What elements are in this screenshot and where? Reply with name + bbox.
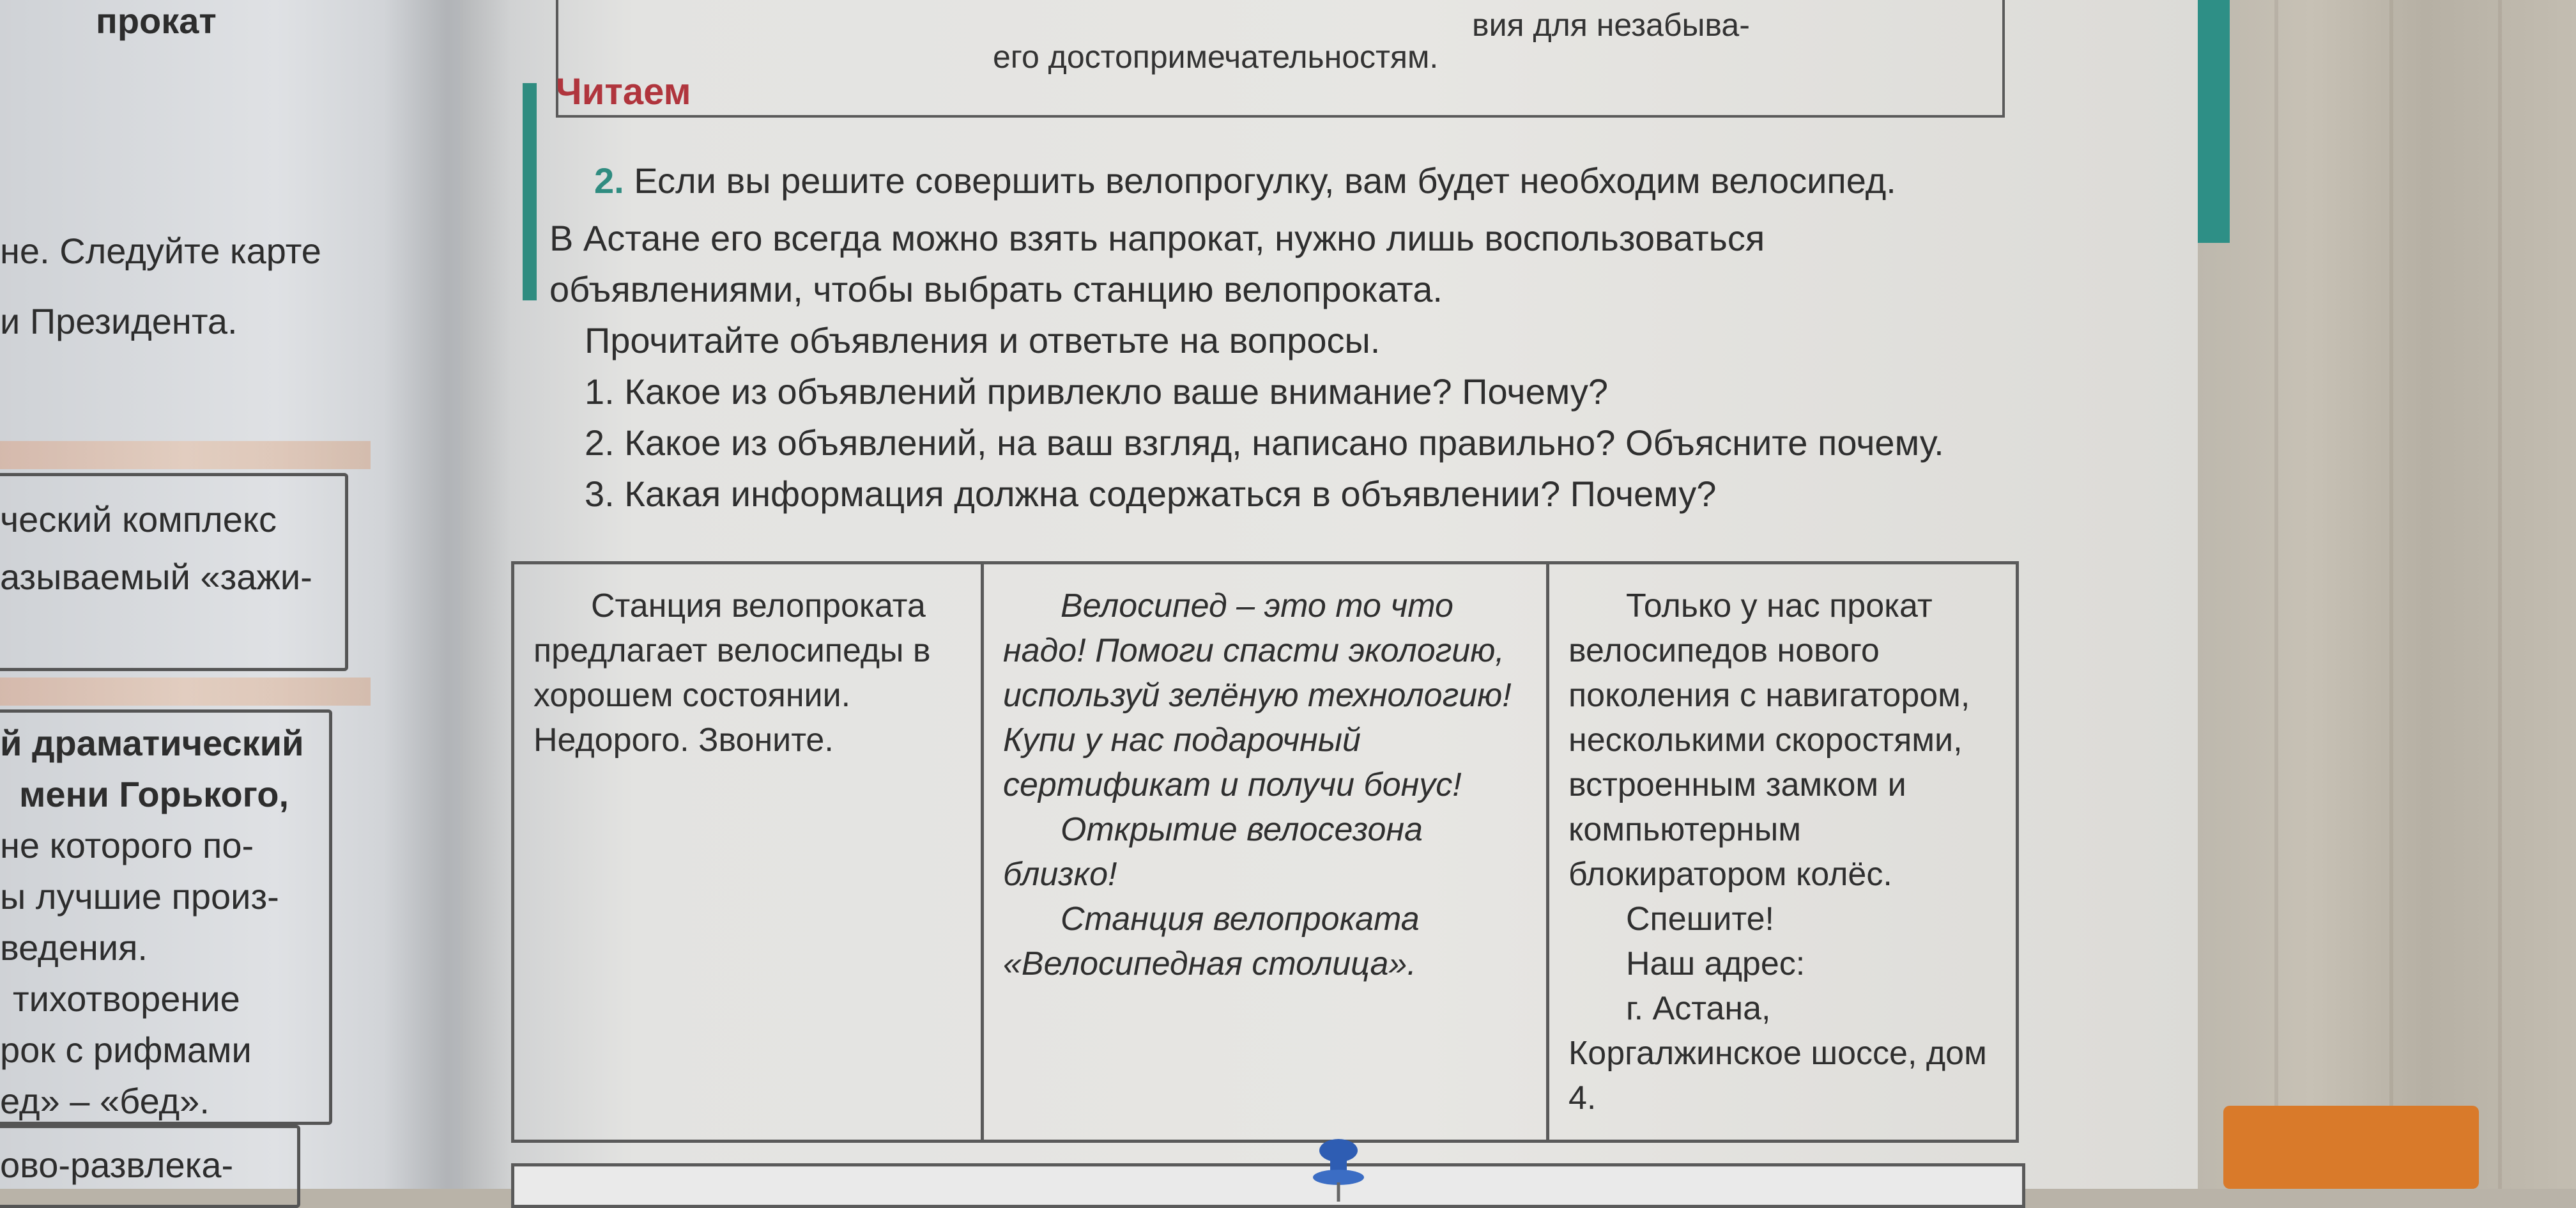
- advertisements-table: [511, 561, 2019, 1143]
- ad-cell-3: [1548, 563, 2018, 1142]
- left-page-line: не которого по-: [0, 825, 254, 865]
- table-row: [513, 563, 2018, 1142]
- table-surface: [2198, 0, 2576, 1189]
- left-page-line: тихотворение: [13, 979, 240, 1019]
- ad1-paragraph: Станция велопроката предлагает велосипеды в хорошем состоянии. Недорого. Звоните.: [533, 587, 931, 759]
- left-page-line: ы лучшие произ-: [0, 876, 279, 917]
- left-page-line: и Президента.: [0, 301, 238, 341]
- ad2-paragraph: Открытие велосезона близко!: [1003, 811, 1423, 893]
- left-page-stripe: [0, 678, 371, 706]
- ad-cell-2: [983, 563, 1548, 1142]
- ad3-paragraph: г. Астана, Коргалжинское шоссе, дом 4.: [1568, 990, 1987, 1117]
- ad2-paragraph: Станция велопроката «Велосипедная столица».: [1003, 901, 1420, 982]
- book-spine-shadow: [383, 0, 511, 1189]
- left-page-line: ово-развлека-: [0, 1145, 234, 1185]
- ad2-paragraph: Велосипед – это то что надо! Помоги спасти экологию, используй зелёную технологию! Купи у нас подарочный сертификат и получи бонус!: [1003, 587, 1512, 803]
- ad-cell-1: [513, 563, 983, 1142]
- book-cover-edge: [2198, 0, 2230, 243]
- paragraph-line-2: В Астане его всегда можно взять напрокат, нужно лишь воспользоваться: [549, 218, 1765, 258]
- ad3-paragraph: Наш адрес:: [1626, 945, 1805, 982]
- ad3-paragraph: Спешите!: [1626, 901, 1774, 938]
- left-page-line: ед» – «бед».: [0, 1081, 210, 1121]
- task-number: 2.: [594, 160, 624, 201]
- question-1: 1. Какое из объявлений привлекло ваше внимание? Почему?: [585, 371, 1609, 412]
- wood-grain: [2498, 0, 2502, 1189]
- left-page-line: рок с рифмами: [0, 1030, 252, 1070]
- previous-exercise-box: [556, 0, 2005, 118]
- next-exercise-box: [511, 1163, 2025, 1208]
- left-page-line: й драматический: [0, 723, 304, 763]
- paragraph-line-3: объявлениями, чтобы выбрать станцию велопроката.: [549, 269, 1443, 309]
- ad3-paragraph: Только у нас прокат велосипедов нового поколения с навигатором, несколькими скоростями, встроенным замком и компьютерным блокиратором колёс.: [1568, 587, 1970, 893]
- section-heading: Читаем: [556, 71, 691, 112]
- left-page-line: не. Следуйте карте: [0, 231, 321, 271]
- instruction-text: Прочитайте объявления и ответьте на вопросы.: [585, 320, 1381, 360]
- paragraph-line-1: Если вы решите совершить велопрогулку, вам будет необходим велосипед.: [634, 160, 1896, 201]
- task-first-line: [594, 160, 1896, 201]
- section-accent-bar: [523, 83, 537, 300]
- top-box-line-2: его достопримечательностям.: [993, 39, 1439, 75]
- orange-object: [2223, 1106, 2479, 1189]
- left-page-line: прокат: [96, 1, 217, 41]
- pushpin-icon: [1303, 1131, 1374, 1202]
- left-page-stripe: [0, 441, 371, 469]
- top-box-line-1: вия для незабыва-: [1472, 7, 1750, 43]
- left-page-line: азываемый «зажи-: [0, 557, 312, 597]
- left-page-line: мени Горького,: [19, 774, 289, 814]
- question-2: 2. Какое из объявлений, на ваш взгляд, написано правильно? Объясните почему.: [585, 422, 1944, 463]
- wood-grain: [2274, 0, 2278, 1189]
- left-page-line: ческий комплекс: [0, 499, 277, 539]
- question-3: 3. Какая информация должна содержаться в объявлении? Почему?: [585, 474, 1717, 514]
- left-page-line: ведения.: [0, 927, 148, 968]
- wood-grain: [2389, 0, 2393, 1189]
